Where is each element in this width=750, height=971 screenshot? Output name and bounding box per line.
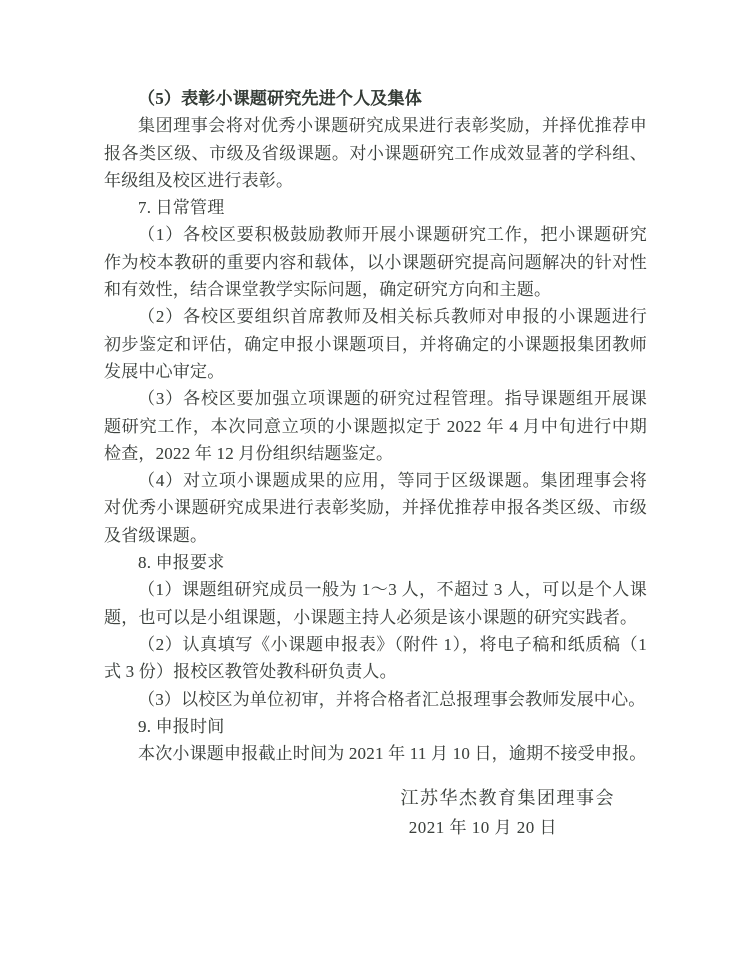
text-line: 检查，2022 年 12 月份组织结题鉴定。 [104, 443, 394, 463]
text-line: 报各类区级、市级及省级课题。对小课题研究工作成效显著的学科组、 [104, 143, 647, 163]
heading-line: （5）表彰小课题研究先进个人及集体 [138, 89, 422, 108]
text-line: 初步鉴定和评估，确定申报小课题项目，并将确定的小课题报集团教师 [104, 334, 647, 354]
text-line: 本次小课题申报截止时间为 2021 年 11 月 10 日，逾期不接受申报。 [138, 744, 647, 764]
text-line: 对优秀小课题研究成果进行表彰奖励，并择优推荐申报各类区级、市级 [104, 498, 647, 518]
text-line: 题研究工作，本次同意立项的小课题拟定于 2022 年 4 月中旬进行中期 [104, 416, 647, 436]
text-line: 年级组及校区进行表彰。 [104, 170, 294, 190]
signature-block [104, 785, 647, 842]
signature-name: 江苏华杰教育集团理事会 [400, 788, 615, 808]
text-line: 9. 申报时间 [138, 716, 225, 736]
text-line: 式 3 份）报校区教管处教科研负责人。 [104, 662, 397, 682]
text-line: 和有效性，结合课堂教学实际问题，确定研究方向和主题。 [104, 280, 552, 300]
text-line: 及省级课题。 [104, 525, 208, 545]
document-body [104, 85, 647, 767]
text-line: 作为校本教研的重要内容和载体，以小课题研究提高问题解决的针对性 [104, 252, 647, 272]
text-line: 发展中心审定。 [104, 361, 225, 381]
signature-date: 2021 年 10 月 20 日 [408, 818, 557, 838]
text-line: （3）以校区为单位初审，并将合格者汇总报理事会教师发展中心。 [138, 689, 646, 709]
text-line: （1）课题组研究成员一般为 1～3 人，不超过 3 人，可以是个人课 [138, 580, 647, 600]
text-line: （2）各校区要组织首席教师及相关标兵教师对申报的小课题进行 [138, 307, 647, 327]
text-line: （3）各校区要加强立项课题的研究过程管理。指导课题组开展课 [138, 389, 647, 409]
text-line: 8. 申报要求 [138, 553, 225, 573]
text-line: （2）认真填写《小课题申报表》（附件 1），将电子稿和纸质稿（1 [138, 634, 647, 654]
text-line: （4）对立项小课题成果的应用，等同于区级课题。集团理事会将 [138, 471, 647, 491]
text-line: 集团理事会将对优秀小课题研究成果进行表彰奖励，并择优推荐申 [138, 116, 647, 136]
text-line: 7. 日常管理 [138, 198, 225, 218]
text-line: 题，也可以是小组课题，小课题主持人必须是该小课题的研究实践者。 [104, 607, 638, 627]
text-line: （1）各校区要积极鼓励教师开展小课题研究工作，把小课题研究 [138, 225, 647, 245]
